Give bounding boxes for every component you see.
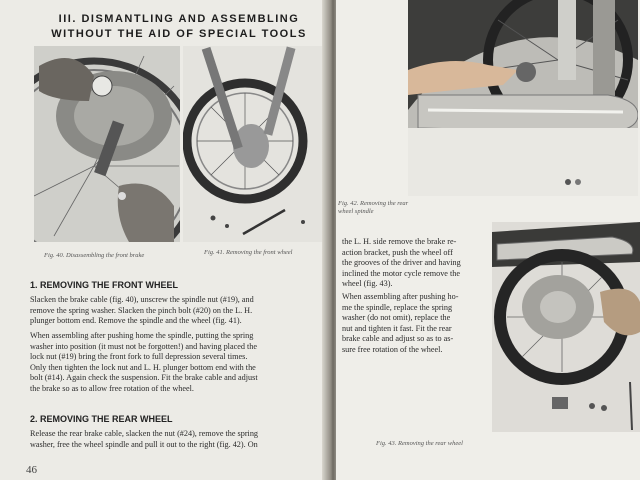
page-number: 46 <box>26 464 37 476</box>
text-line: the grooves of the driver and having <box>342 258 461 268</box>
fig41-caption: Fig. 41. Removing the front wheel <box>204 249 293 256</box>
fig40-caption: Fig. 40. Disassembling the front brake <box>44 252 145 259</box>
text-line: action bracket, push the wheel off <box>342 247 453 257</box>
fig42-caption: Fig. 42. Removing the rear wheel spindle <box>338 200 409 215</box>
chapter-heading <box>34 12 324 42</box>
text-line: lock nut (#19) bring the front fork to full depression several times. <box>30 352 248 362</box>
right-page <box>336 0 640 480</box>
text-line: the L. H. side remove the brake re- <box>342 237 457 246</box>
text-line: When assembling after pushing ho- <box>342 292 459 301</box>
text-line: bolt (#14). Again check the suspension. Fit the brake cable and adjust <box>30 373 258 383</box>
text-line: washer (do not omit), replace the <box>342 313 451 323</box>
text-line: Only then tighten the lock nut and L. H. plunger bottom end with the <box>30 362 256 372</box>
section1-paragraph-2 <box>30 331 258 395</box>
text-line: the brake so as to allow free rotation of the wheel. <box>30 383 194 393</box>
text-line: plunger bottom end. Remove the spindle and the wheel (fig. 41). <box>30 316 242 326</box>
text-line: nut and tighten it fast. Fit the rear <box>342 323 452 333</box>
fig43-photo <box>492 222 640 432</box>
rear-spindle-image <box>408 0 638 196</box>
text-line: washer, free the wheel spindle and pull it out to the right (fig. 42). On <box>30 439 258 449</box>
fig43-caption: Fig. 43. Removing the rear wheel <box>376 440 463 447</box>
fig42-photo <box>408 0 638 196</box>
section1-paragraph-1 <box>30 295 254 327</box>
text-line: me the spindle, replace the spring <box>342 302 453 312</box>
text-line: inclined the motor cycle remove the <box>342 268 460 278</box>
section2-title: 2. REMOVING THE REAR WHEEL <box>30 414 173 424</box>
text-line: washer into position (it must not be forgotten!) and having placed the <box>30 341 258 351</box>
rear-wheel-image <box>492 222 640 432</box>
section1-title: 1. REMOVING THE FRONT WHEEL <box>30 280 179 290</box>
heading-line-2: WITHOUT THE AID OF SPECIAL TOOLS <box>51 28 307 40</box>
right-paragraph-1 <box>342 237 461 290</box>
text-line: brake cable and adjust so as to as- <box>342 334 454 344</box>
text-line: Slacken the brake cable (fig. 40), unscrew the spindle nut (#19), and <box>30 295 254 304</box>
text-line: sure free rotation of the wheel. <box>342 344 443 354</box>
text-line: wheel (fig. 43). <box>342 279 393 289</box>
fig41-photo <box>183 46 323 242</box>
text-line: When assembling after pushing home the spindle, putting the spring <box>30 331 254 340</box>
right-paragraph-2 <box>342 292 458 356</box>
text-line: remove the spring washer. Slacken the pinch bolt (#20) on the L. H. <box>30 305 253 315</box>
section2-paragraph <box>30 429 258 450</box>
heading-line-1: III. DISMANTLING AND ASSEMBLING <box>58 13 300 25</box>
front-wheel-image <box>183 46 323 242</box>
fig40-photo <box>34 46 180 242</box>
text-line: Release the rear brake cable, slacken the nut (#24), remove the spring <box>30 429 259 438</box>
front-brake-image <box>34 46 180 242</box>
